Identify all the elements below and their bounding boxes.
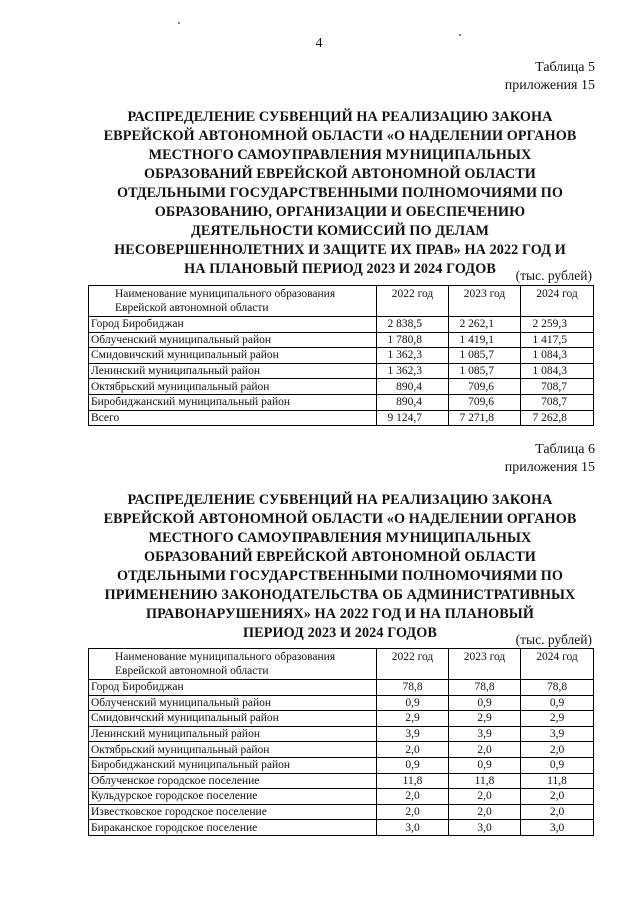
cell-2024: 0,9 — [521, 757, 594, 773]
cell-2022: 2,9 — [377, 711, 449, 727]
cell-2022: 1 362,3 — [377, 363, 449, 379]
scan-speck — [178, 22, 180, 24]
cell-2023: 2,0 — [449, 742, 521, 758]
table5-label-line2: приложения 15 — [504, 78, 595, 93]
table-row — [89, 804, 594, 820]
title-line: ОБРАЗОВАНИЙ ЕВРЕЙСКОЙ АВТОНОМНОЙ ОБЛАСТИ — [144, 549, 536, 565]
cell-2024: 2,0 — [521, 742, 594, 758]
header-2022: 2022 год — [377, 649, 449, 680]
cell-name: Бираканское городское поселение — [89, 820, 377, 836]
table-header-row — [89, 286, 594, 317]
table-row — [89, 757, 594, 773]
cell-name: Город Биробиджан — [89, 317, 377, 333]
table-row — [89, 726, 594, 742]
table5-label — [505, 59, 595, 95]
table-row — [89, 789, 594, 805]
cell-name: Октябрьский муниципальный район — [89, 742, 377, 758]
title-line: МЕСТНОГО САМОУПРАВЛЕНИЯ МУНИЦИПАЛЬНЫХ — [148, 147, 532, 163]
table6-units: (тыс. рублей) — [515, 632, 592, 647]
cell-2024: 2,0 — [521, 804, 594, 820]
table5-units: (тыс. рублей) — [515, 268, 592, 283]
table-row — [89, 379, 594, 395]
cell-2022: 1 362,3 — [377, 348, 449, 364]
table-row — [89, 317, 594, 333]
header-2023: 2023 год — [449, 649, 521, 680]
cell-2023: 1 419,1 — [449, 332, 521, 348]
cell-2023: 709,6 — [449, 379, 521, 395]
table5-label-line1: Таблица 5 — [535, 60, 595, 75]
cell-2024: 708,7 — [521, 394, 594, 410]
title-line: ПРИМЕНЕНИЮ ЗАКОНОДАТЕЛЬСТВА ОБ АДМИНИСТРАТИВНЫХ — [104, 587, 576, 603]
cell-name: Октябрьский муниципальный район — [89, 379, 377, 395]
cell-2023: 7 271,8 — [449, 410, 521, 426]
cell-2022: 2 838,5 — [377, 317, 449, 333]
cell-2022: 0,9 — [377, 757, 449, 773]
title-line: НА ПЛАНОВЫЙ ПЕРИОД 2023 И 2024 ГОДОВ — [184, 261, 496, 277]
cell-2024: 2 259,3 — [521, 317, 594, 333]
table6-title — [88, 491, 592, 643]
cell-2022: 78,8 — [377, 680, 449, 696]
cell-2024: 1 417,5 — [521, 332, 594, 348]
title-line: ОБРАЗОВАНИЙ ЕВРЕЙСКОЙ АВТОНОМНОЙ ОБЛАСТИ — [144, 166, 536, 182]
cell-name: Ленинский муниципальный район — [89, 726, 377, 742]
table6-label-line1: Таблица 6 — [535, 442, 595, 457]
title-line: ПРАВОНАРУШЕНИЯХ» НА 2022 ГОД И НА ПЛАНОВЫЙ — [146, 606, 534, 622]
cell-2022: 3,0 — [377, 820, 449, 836]
cell-2022: 0,9 — [377, 695, 449, 711]
header-name: Наименование муниципального образования Еврейской автономной области — [89, 649, 377, 680]
table6 — [88, 648, 594, 836]
cell-name: Облученский муниципальный район — [89, 695, 377, 711]
cell-2023: 2,9 — [449, 711, 521, 727]
cell-name: Кульдурское городское поселение — [89, 789, 377, 805]
table-row — [89, 348, 594, 364]
table-row — [89, 680, 594, 696]
cell-2023: 0,9 — [449, 757, 521, 773]
title-line: ДЕЯТЕЛЬНОСТИ КОМИССИЙ ПО ДЕЛАМ — [190, 223, 490, 239]
cell-2022: 11,8 — [377, 773, 449, 789]
header-2024: 2024 год — [521, 286, 594, 317]
cell-name: Облученское городское поселение — [89, 773, 377, 789]
header-2023: 2023 год — [449, 286, 521, 317]
table-row — [89, 711, 594, 727]
title-line: ПЕРИОД 2023 И 2024 ГОДОВ — [243, 625, 437, 641]
header-name: Наименование муниципального образования Еврейской автономной области — [89, 286, 377, 317]
cell-2022: 9 124,7 — [377, 410, 449, 426]
cell-2024: 2,9 — [521, 711, 594, 727]
cell-2022: 2,0 — [377, 742, 449, 758]
cell-2024: 3,9 — [521, 726, 594, 742]
cell-2023: 3,9 — [449, 726, 521, 742]
cell-name: Биробиджанский муниципальный район — [89, 757, 377, 773]
cell-2022: 890,4 — [377, 394, 449, 410]
cell-2024: 7 262,8 — [521, 410, 594, 426]
title-line: МЕСТНОГО САМОУПРАВЛЕНИЯ МУНИЦИПАЛЬНЫХ — [148, 530, 532, 546]
cell-2024: 11,8 — [521, 773, 594, 789]
title-line: ОБРАЗОВАНИЮ, ОРГАНИЗАЦИИ И ОБЕСПЕЧЕНИЮ — [154, 204, 526, 220]
table-row — [89, 363, 594, 379]
cell-2022: 1 780,8 — [377, 332, 449, 348]
title-line: ОТДЕЛЬНЫМИ ГОСУДАРСТВЕННЫМИ ПОЛНОМОЧИЯМИ ПО — [116, 185, 564, 201]
table-row — [89, 742, 594, 758]
table-row-total — [89, 410, 594, 426]
table-row — [89, 394, 594, 410]
title-line: РАСПРЕДЕЛЕНИЕ СУБВЕНЦИЙ НА РЕАЛИЗАЦИЮ ЗАКОНА — [127, 492, 553, 508]
cell-2024: 1 084,3 — [521, 363, 594, 379]
cell-2024: 2,0 — [521, 789, 594, 805]
cell-2022: 890,4 — [377, 379, 449, 395]
cell-2023: 11,8 — [449, 773, 521, 789]
cell-2022: 3,9 — [377, 726, 449, 742]
table5 — [88, 285, 594, 426]
table-row — [89, 820, 594, 836]
cell-name: Смидовичский муниципальный район — [89, 711, 377, 727]
title-line: ЕВРЕЙСКОЙ АВТОНОМНОЙ ОБЛАСТИ «О НАДЕЛЕНИИ ОРГАНОВ — [103, 128, 577, 144]
header-2022: 2022 год — [377, 286, 449, 317]
cell-name: Облученский муниципальный район — [89, 332, 377, 348]
table-row — [89, 695, 594, 711]
cell-2023: 1 085,7 — [449, 363, 521, 379]
cell-2024: 3,0 — [521, 820, 594, 836]
table5-title — [88, 108, 592, 279]
cell-name: Ленинский муниципальный район — [89, 363, 377, 379]
cell-2024: 78,8 — [521, 680, 594, 696]
cell-2024: 1 084,3 — [521, 348, 594, 364]
cell-2023: 1 085,7 — [449, 348, 521, 364]
cell-name: Смидовичский муниципальный район — [89, 348, 377, 364]
cell-2023: 709,6 — [449, 394, 521, 410]
table-row — [89, 332, 594, 348]
cell-2023: 2,0 — [449, 804, 521, 820]
cell-name: Биробиджанский муниципальный район — [89, 394, 377, 410]
table6-label — [505, 441, 595, 477]
table-row — [89, 773, 594, 789]
title-line: РАСПРЕДЕЛЕНИЕ СУБВЕНЦИЙ НА РЕАЛИЗАЦИЮ ЗАКОНА — [127, 109, 553, 125]
cell-name: Всего — [89, 410, 377, 426]
cell-2022: 2,0 — [377, 804, 449, 820]
title-line: ОТДЕЛЬНЫМИ ГОСУДАРСТВЕННЫМИ ПОЛНОМОЧИЯМИ ПО — [116, 568, 564, 584]
cell-2023: 3,0 — [449, 820, 521, 836]
header-2024: 2024 год — [521, 649, 594, 680]
cell-2023: 2,0 — [449, 789, 521, 805]
cell-2023: 0,9 — [449, 695, 521, 711]
table6-label-line2: приложения 15 — [504, 460, 595, 475]
cell-2023: 2 262,1 — [449, 317, 521, 333]
cell-2023: 78,8 — [449, 680, 521, 696]
cell-2024: 708,7 — [521, 379, 594, 395]
title-line: НЕСОВЕРШЕННОЛЕТНИХ И ЗАЩИТЕ ИХ ПРАВ» НА 2022 ГОД И — [114, 242, 566, 258]
cell-name: Известковское городское поселение — [89, 804, 377, 820]
cell-2024: 0,9 — [521, 695, 594, 711]
table-header-row — [89, 649, 594, 680]
title-line: ЕВРЕЙСКОЙ АВТОНОМНОЙ ОБЛАСТИ «О НАДЕЛЕНИИ ОРГАНОВ — [103, 511, 577, 527]
cell-2022: 2,0 — [377, 789, 449, 805]
cell-name: Город Биробиджан — [89, 680, 377, 696]
page-number: 4 — [315, 36, 323, 51]
